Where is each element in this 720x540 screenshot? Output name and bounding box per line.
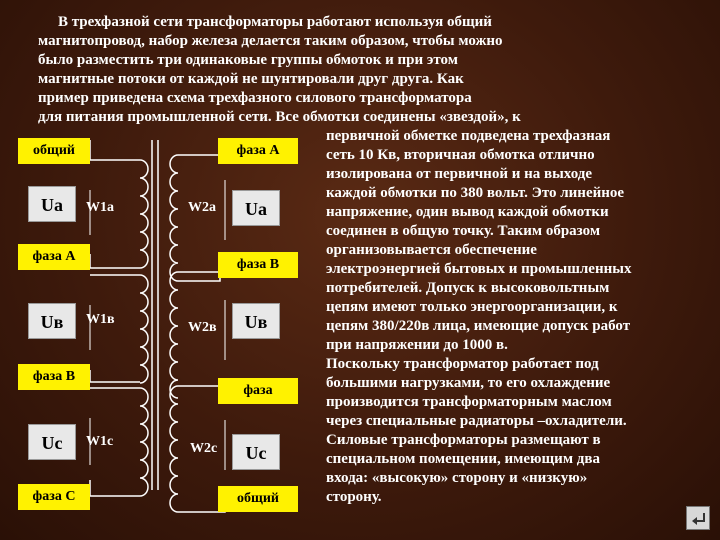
winding-w2c: W2c (190, 441, 218, 456)
voltage-uc-secondary: Uc (232, 434, 280, 470)
text-line: организовывается обеспечение (326, 242, 537, 258)
winding-w2a: W2a (188, 200, 216, 215)
text-line: входа: «высокую» сторону и «низкую» (326, 470, 588, 486)
voltage-ua-primary: Ua (28, 186, 76, 222)
winding-w1b: W1в (86, 312, 115, 327)
wire (90, 140, 140, 160)
text-line: специальном помещении, имеющим два (326, 451, 600, 467)
secondary-coil-a (170, 155, 178, 281)
text-line: пример приведена схема трехфазного силового трансформатора (38, 90, 472, 106)
text-line: было разместить три одинаковые группы обмоток и при этом (38, 52, 458, 68)
text-line: для питания промышленной сети. Все обмотки соединены «звездой», к (38, 109, 521, 125)
winding-w2b: W2в (188, 320, 217, 335)
text-line: большими нагрузками, то его охлаждение (326, 375, 611, 391)
return-arrow-icon (687, 507, 711, 531)
winding-w1a: W1a (86, 200, 114, 215)
text-line: магнитные потоки от каждой не шунтировали друг друга. Как (38, 71, 464, 87)
text-line: Поскольку трансформатор работает под (326, 356, 599, 372)
wire (90, 370, 140, 382)
label-phase-c-left: фаза С (18, 484, 90, 510)
wire (178, 386, 220, 395)
voltage-ua-secondary: Ua (232, 190, 280, 226)
text-line: при напряжении до 1000 в. (326, 337, 508, 353)
text-line: соединен в общую точку. Таким образом (326, 223, 601, 239)
text-line: производится трансформаторным маслом (326, 394, 612, 410)
text-line: первичной обметке подведена трехфазная (326, 128, 611, 144)
wire (90, 254, 140, 268)
text-line: магнитопровод, набор железа делается таким образом, чтобы можно (38, 33, 503, 49)
text-line: электроэнергией бытовых и промышленных (326, 261, 632, 277)
text-line: В трехфазной сети трансформаторы работают используя общий (58, 14, 492, 30)
wire (90, 480, 140, 496)
primary-coil-b (140, 275, 148, 383)
text-line: Силовые трансформаторы размещают в (326, 432, 601, 448)
secondary-coil-b (170, 272, 178, 398)
voltage-ub-secondary: Uв (232, 303, 280, 339)
text-line: каждой обмотки по 380 вольт. Это линейное (326, 185, 625, 201)
label-phase-a-right: фаза А (218, 138, 298, 164)
primary-coil-c (140, 388, 148, 496)
voltage-uc-primary: Uc (28, 424, 76, 460)
label-common-right: общий (218, 486, 298, 512)
text-line: сеть 10 Кв, вторичная обмотка отлично (326, 147, 595, 163)
text-line: изолирована от первичной и на выходе (326, 166, 593, 182)
text-line: цепям 380/220в лица, имеющие допуск работ (326, 318, 631, 334)
text-line: потребителей. Допуск к высоковольтным (326, 280, 610, 296)
text-line: цепям имеют только энергоорганизации, к (326, 299, 618, 315)
label-phase-right: фаза (218, 378, 298, 404)
text-line: через специальные радиаторы –охладители. (326, 413, 627, 429)
winding-w1c: W1c (86, 434, 114, 449)
label-phase-a-left: фаза А (18, 244, 90, 270)
voltage-ub-primary: Uв (28, 303, 76, 339)
primary-coil-a (140, 160, 148, 268)
label-phase-b-left: фаза В (18, 364, 90, 390)
label-common-left: общий (18, 138, 90, 164)
secondary-coil-c (170, 386, 178, 512)
text-line: напряжение, один вывод каждой обмотки (326, 204, 609, 220)
text-line: сторону. (326, 489, 382, 505)
label-phase-b-right: фаза В (218, 252, 298, 278)
return-button[interactable] (686, 506, 710, 530)
